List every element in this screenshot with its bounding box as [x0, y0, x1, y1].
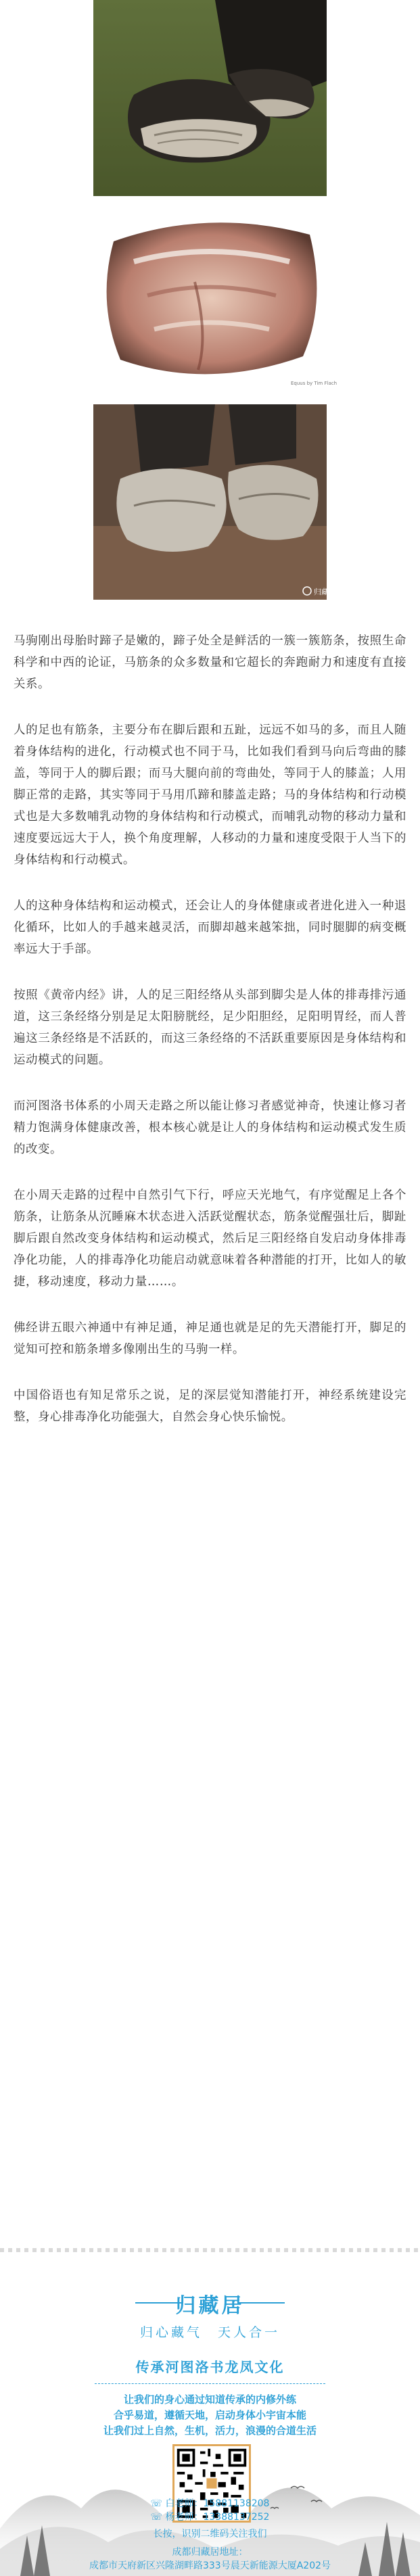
- photo-watermark: 归藏居: [314, 588, 336, 596]
- horse-hoof-grass-photo: [93, 0, 327, 196]
- phone-bai-text: 白老师：15881138208: [165, 2498, 270, 2509]
- article-body: [14, 630, 406, 1452]
- address-text: 成都市天府新区兴隆湖畔路333号晨天新能源大厦A202号: [89, 2560, 331, 2571]
- article-paragraph: 人的足也有筋条，主要分布在脚后跟和五趾，远远不如马的多，而且人随着身体结构的进化，行动模式也不同于马，比如我们看到马向后弯曲的膝盖，等同于人的脚后跟；而马大腿向前的弯曲处，等同于人的膝盖；人用脚正常的走路，其实等同于马用爪蹄和膝盖走路；马的身体结构和行动模式也是大多数哺乳动物的身体结构和行动模式，而哺乳动物的移动力量和速度要远远大于人，换个角度理解，人移动的力量和速度受限于人当下的身体结构和行动模式。: [14, 723, 406, 867]
- hoof-soil-photo: [93, 404, 336, 600]
- article-paragraph: 在小周天走路的过程中自然引气下行，呼应天光地气，有序觉醒足上各个筋条，让筋条从沉睡麻木状态进入活跃觉醒状态，筋条觉醒强壮后，脚趾脚后跟自然改变身体结构和运动模式，然后足三阳经络自发启动身体排毒净化功能，人的排毒净化功能启动就意味着各种潜能的打开，比如人的敏捷，移动速度，移动力量……。: [14, 1189, 406, 1289]
- phone-block: [0, 2497, 420, 2524]
- phone-icon: ☏: [150, 2498, 166, 2509]
- brand-name: 归藏居: [175, 2294, 245, 2318]
- address-label: 成都归藏居地址：: [172, 2547, 248, 2558]
- section-divider: [0, 2248, 420, 2252]
- article-paragraph: 按照《黄帝内经》讲，人的足三阳经络从头部到脚尖是人体的排毒排污通道，这三条经络分别是足太阳膀胱经，足少阳胆经，足阳明胃经，而人普遍这三条经络是不活跃的，而这三条经络的不活跃重要原因是身体结构和运动模式的问题。: [14, 988, 406, 1067]
- article-paragraph: 佛经讲五眼六神通中有神足通，神足通也就是足的先天潜能打开，脚足的觉知可控和筋条增多像刚出生的马驹一样。: [14, 1321, 406, 1356]
- culture-title: 传承河图洛书龙凤文化: [135, 2359, 285, 2375]
- intro-line: 让我们的身心通过知道传承的内修外练: [123, 2393, 296, 2406]
- dashed-divider: [95, 2383, 325, 2384]
- article-paragraph: 而河图洛书体系的小周天走路之所以能让修习者感觉神奇，快速让修习者精力饱满身体健康改善，根本核心就是让人的身体结构和运动模式发生质的改变。: [14, 1099, 406, 1156]
- article-paragraph: 马驹刚出母胎时蹄子是嫩的，蹄子处全是鲜活的一簇一簇筋条，按照生命科学和中西的论证，马筋条的众多数量和它超长的奔跑耐力和速度有直接关系。: [14, 634, 406, 691]
- qr-hint: 长按，识别二维码关注我们: [153, 2529, 267, 2539]
- intro-line: 让我们过上自然，生机，活力，浪漫的合道生活: [103, 2425, 317, 2437]
- photo-collage: [93, 0, 337, 600]
- hoof-closeup-photo: [93, 201, 337, 400]
- phone-icon: ☏: [150, 2512, 166, 2523]
- photo-caption: Equus by Tim Flach: [291, 381, 337, 386]
- article-paragraph: 中国俗语也有知足常乐之说，足的深层觉知潜能打开，神经系统建设完整，身心排毒净化功能强大，自然会身心快乐愉悦。: [14, 1389, 406, 1424]
- phone-bai[interactable]: [0, 2497, 420, 2510]
- intro-line: 合乎易道，遵循天地，启动身体小宇宙本能: [113, 2409, 306, 2421]
- brand-slogan: 归心藏气 天人合一: [139, 2325, 280, 2340]
- article-paragraph: 人的这种身体结构和运动模式，还会让人的身体健康或者进化进入一种退化循环，比如人的手越来越灵活，而脚却越来越笨拙，同时腿脚的病变概率远大于手部。: [14, 899, 406, 956]
- brand-footer: [0, 2275, 420, 2576]
- phone-yang-text: 杨老师：13388137252: [165, 2512, 270, 2523]
- phone-yang[interactable]: [0, 2510, 420, 2524]
